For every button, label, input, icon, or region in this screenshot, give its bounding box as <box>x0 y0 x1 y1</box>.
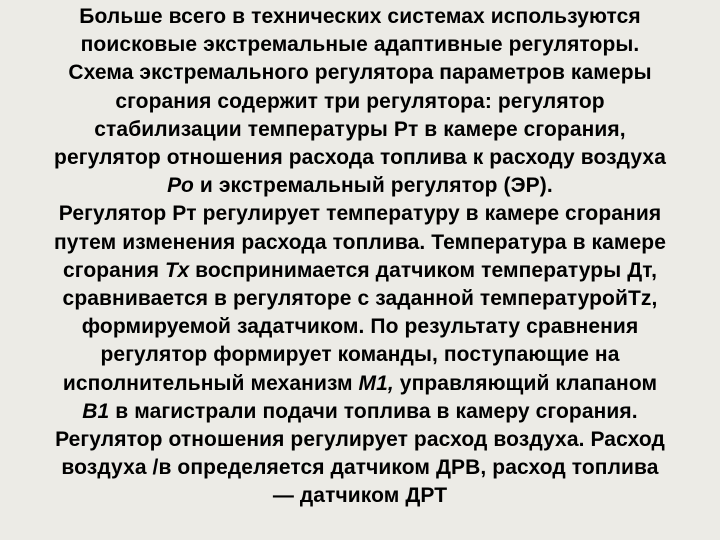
text-line: сгорания содержит три регулятора: регулятор <box>115 89 605 113</box>
text-line <box>0 370 720 398</box>
italic-term: Тх <box>165 258 190 282</box>
text-line: путем изменения расхода топлива. Температура в камере <box>53 230 667 254</box>
text-line: формируемой задатчиком. По результату сравнения <box>81 315 639 339</box>
text-line: стабилизации температуры Рт в камере сгорания, <box>94 117 626 141</box>
text-line: Больше всего в технических системах используются <box>79 5 641 28</box>
text-line: поисковые экстремальные адаптивные регуляторы. <box>80 33 640 57</box>
text-span: управляющий клапаном <box>393 371 658 395</box>
text-span: воспринимается датчиком температуры Дт, <box>189 258 658 282</box>
text-line: сравнивается в регуляторе с заданной температуройTz, <box>62 287 658 311</box>
text-line: Регулятор отношения регулирует расход воздуха. Расход <box>55 428 665 452</box>
text-line <box>0 257 720 285</box>
text-line <box>0 398 720 426</box>
italic-term: Ро <box>167 174 194 198</box>
text-span: исполнительный механизм <box>62 371 359 395</box>
italic-term: М1, <box>358 371 394 395</box>
text-line: — датчиком ДРТ <box>272 484 448 508</box>
text-span: в магистрали подачи топлива в камеру сгорания. <box>109 399 638 423</box>
text-span: сгорания <box>62 258 166 282</box>
text-line: воздуха /в определяется датчиком ДРВ, расход топлива <box>61 456 659 480</box>
text-line <box>0 172 720 200</box>
text-line: регулятор отношения расхода топлива к расходу воздуха <box>54 146 666 170</box>
text-line: регулятор формирует команды, поступающие на <box>100 343 620 367</box>
text-line: Регулятор Рт регулирует температуру в камере сгорания <box>58 202 662 226</box>
italic-term: В1 <box>82 399 110 423</box>
text-line: Схема экстремального регулятора параметров камеры <box>68 61 652 85</box>
text-span: и экстремальный регулятор (ЭР). <box>193 174 553 198</box>
